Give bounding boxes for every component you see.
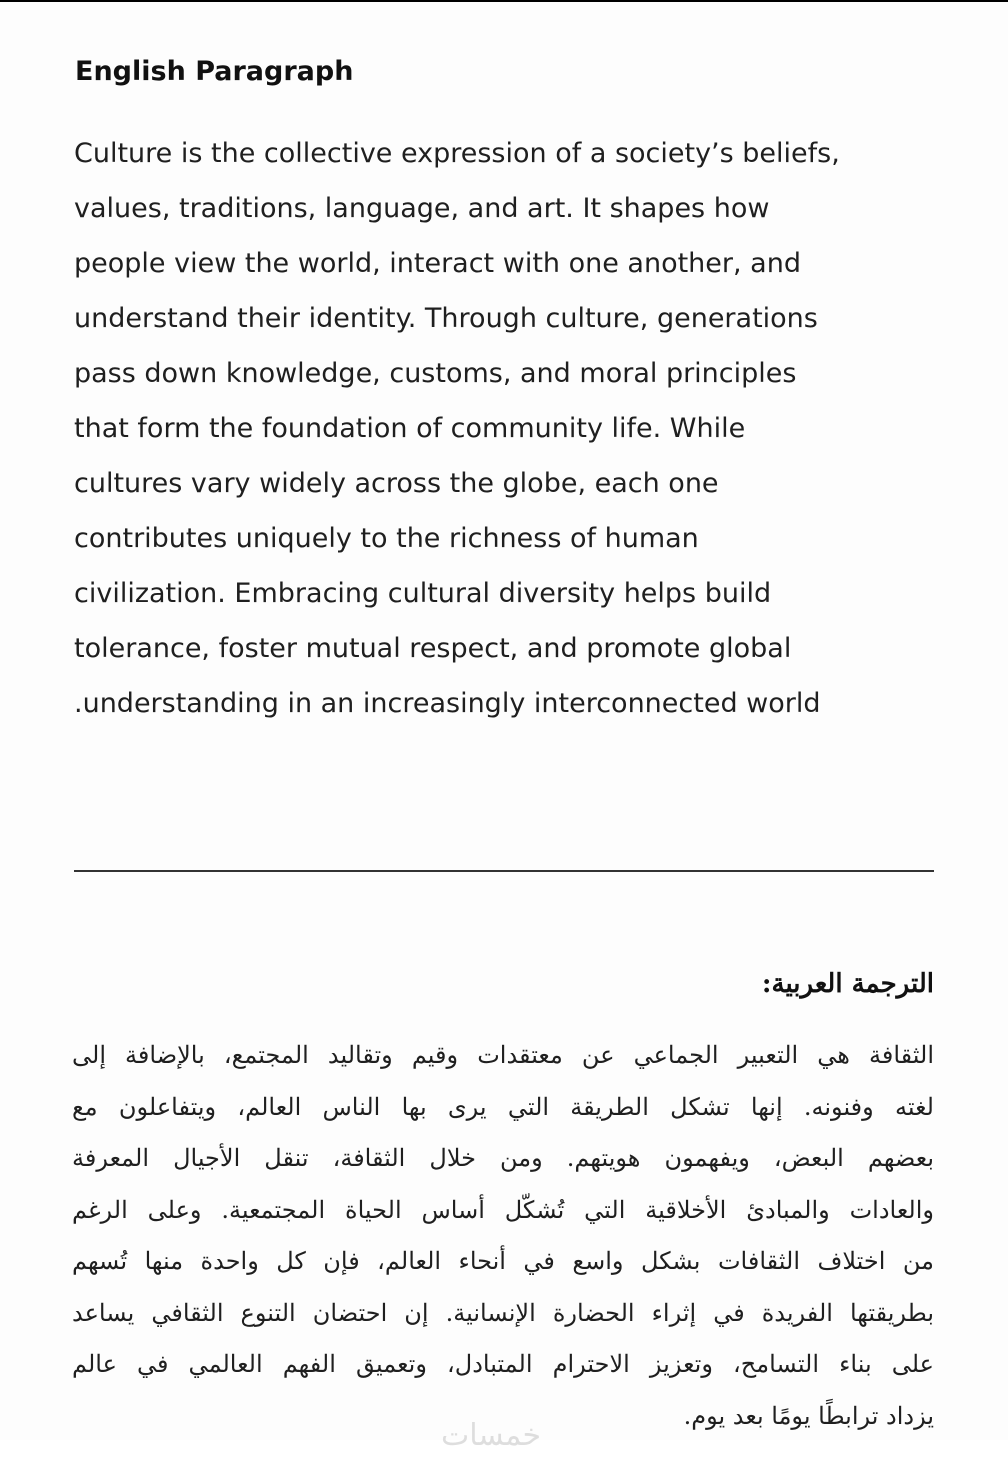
arabic-heading: الترجمة العربية:	[761, 969, 934, 999]
arabic-line: والعادات والمبادئ الأخلاقية التي تُشكّل أساس الحياة المجتمعية. وعلى الرغم	[72, 1195, 934, 1224]
arabic-line: بطريقتها الفريدة في إثراء الحضارة الإنسانية. إن احتضان التنوع الثقافي يساعد	[72, 1298, 934, 1327]
english-line: Culture is the collective expression of a society’s beliefs,	[74, 138, 840, 169]
english-line: .understanding in an increasingly interconnected world	[74, 688, 821, 719]
english-paragraph	[74, 126, 954, 731]
english-heading: English Paragraph	[75, 56, 354, 87]
english-line: contributes uniquely to the richness of human	[74, 523, 699, 554]
arabic-line: بعضهم البعض، ويفهمون هويتهم. ومن خلال الثقافة، تنقل الأجيال المعرفة	[72, 1144, 934, 1172]
arabic-line: على بناء التسامح، وتعزيز الاحترام المتبادل، وتعميق الفهم العالمي في عالم	[72, 1350, 934, 1378]
arabic-line: لغته وفنونه. إنها تشكل الطريقة التي يرى بها الناس العالم، ويتفاعلون مع	[72, 1092, 934, 1121]
document-page	[0, 2, 1008, 1440]
english-line: cultures vary widely across the globe, each one	[74, 468, 719, 499]
english-line: that form the foundation of community life. While	[74, 413, 746, 444]
english-line: pass down knowledge, customs, and moral principles	[74, 358, 797, 389]
watermark-logo: خمسات	[441, 1418, 542, 1453]
arabic-line: الثقافة هي التعبير الجماعي عن معتقدات وقيم وتقاليد المجتمع، بالإضافة إلى	[72, 1041, 934, 1069]
english-line: understand their identity. Through culture, generations	[74, 303, 818, 334]
arabic-line: من اختلاف الثقافات بشكل واسع في أنحاء العالم، فإن كل واحدة منها تُسهم	[72, 1247, 934, 1275]
english-line: civilization. Embracing cultural diversity helps build	[74, 578, 772, 609]
english-line: people view the world, interact with one another, and	[74, 248, 801, 279]
arabic-paragraph	[72, 1030, 934, 1442]
english-line: values, traditions, language, and art. It shapes how	[74, 193, 770, 224]
section-divider	[74, 870, 934, 872]
english-line: tolerance, foster mutual respect, and promote global	[74, 633, 792, 664]
arabic-line: يزداد ترابطًا يومًا بعد يوم.	[683, 1401, 934, 1430]
